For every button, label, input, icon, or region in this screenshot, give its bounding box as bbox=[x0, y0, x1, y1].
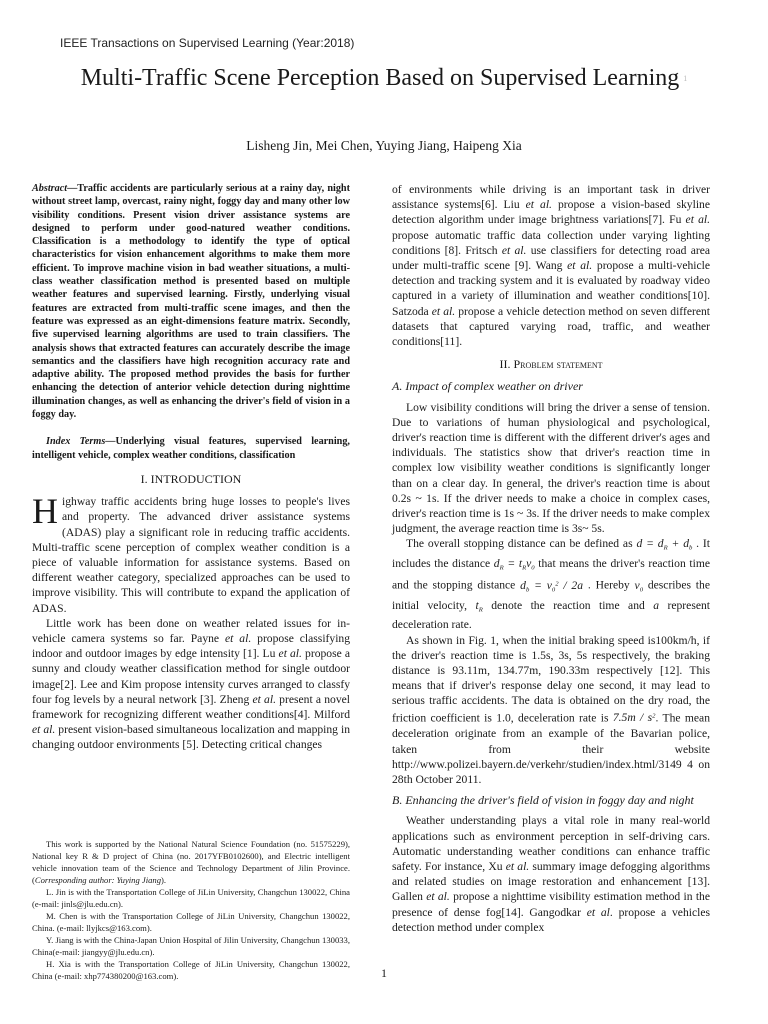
text-run: . propose a vehicles detection method under complex bbox=[392, 905, 710, 934]
text-run: This work is supported by the National Natural Science Foundation (no. 51575229), National key R & D project of China (no. 2017YFB0102600), and Electric intelligent vehicle innovation team of the Science and Technology Department of Jilin Province. ( bbox=[32, 839, 350, 885]
math-superscript: 2 bbox=[652, 712, 656, 720]
italic-run: et al. bbox=[225, 631, 252, 645]
intro-paragraph-2 bbox=[32, 616, 350, 753]
symbol-reaction-time bbox=[475, 599, 482, 612]
math-run: d = d bbox=[636, 537, 664, 551]
italic-run: Corresponding author: Yuying Jiang bbox=[34, 875, 162, 885]
index-terms-text: —Underlying visual features, supervised learning, intelligent vehicle, complex weather conditions, classification bbox=[32, 436, 350, 461]
math-subscript: b bbox=[689, 545, 693, 553]
text-run: ). bbox=[161, 875, 167, 885]
symbol-initial-velocity bbox=[635, 579, 643, 592]
math-run: d bbox=[493, 557, 500, 571]
subsection-a-paragraph-2 bbox=[392, 536, 710, 632]
right-column bbox=[392, 182, 710, 935]
math-subscript: R bbox=[522, 564, 527, 572]
italic-run: et al. bbox=[525, 198, 552, 212]
subsection-heading-b: B. Enhancing the driver's field of vision in foggy day and night bbox=[392, 793, 694, 808]
math-subscript: 0 bbox=[531, 564, 535, 572]
math-subscript: R bbox=[499, 564, 504, 572]
italic-run: et al bbox=[586, 905, 610, 919]
math-run: v bbox=[526, 557, 532, 571]
italic-run: et al. bbox=[32, 723, 56, 737]
left-column bbox=[32, 182, 350, 753]
section-heading-introduction: I. INTRODUCTION bbox=[140, 471, 242, 486]
math-superscript: 2 bbox=[555, 580, 559, 588]
text-run: propose a multi-vehicle detection and tracking system and it is evaluated by roadway video captured in a variety of illumination and weather conditions[10]. Satzoda bbox=[392, 259, 710, 318]
drop-cap: H bbox=[32, 491, 58, 532]
section-number: II. bbox=[499, 357, 514, 372]
text-run: propose automatic traffic data collection under varying lighting conditions [8]. Fritsch bbox=[392, 228, 710, 257]
italic-run: et al. bbox=[501, 243, 527, 257]
text-run: of environments while driving is an important task in driver assistance systems[6]. Liu bbox=[392, 183, 710, 212]
math-subscript: 0 bbox=[551, 586, 556, 594]
text-run: that means the driver's reaction time and the stopping distance bbox=[392, 557, 711, 592]
text-run: Little work has been done on weather related issues for in-vehicle camera systems so far. Payne bbox=[32, 616, 350, 645]
paper-title-text: Multi-Traffic Scene Perception Based on Supervised Learning bbox=[80, 65, 680, 91]
journal-header: IEEE Transactions on Supervised Learning (Year:2018) bbox=[60, 36, 355, 50]
symbol-deceleration: a bbox=[653, 598, 660, 612]
italic-run: et al. bbox=[685, 213, 711, 227]
subsection-heading-a: A. Impact of complex weather on driver bbox=[392, 379, 583, 394]
text-run: present vision-based simultaneous localization and mapping in changing outdoor environments [5]. Detecting critical changes bbox=[32, 723, 351, 752]
footnote-funding bbox=[32, 838, 350, 886]
footnote-author-jiang: Y. Jiang is with the China-Japan Union Hospital of Jilin University, Changchun 130033, China(e-mail: jiangyy@jlu.edu.cn). bbox=[32, 935, 350, 957]
text-run: denote the reaction time and bbox=[482, 598, 654, 612]
section-title: Problem statement bbox=[513, 357, 603, 372]
math-run: d bbox=[520, 578, 526, 592]
math-subscript: 0 bbox=[639, 586, 644, 594]
abstract bbox=[32, 182, 350, 421]
abstract-text: —Traffic accidents are particularly serious at a rainy day, night without street lamp, overcast, rainy night, foggy day and many other low visibility conditions. Present vision driver assistance systems are designed to perform under good-natured weather conditions. Classification is a methodology to identify the type of optical characteristics for vision enhancement algorithms to make them more efficient. To improve machine vision in bad weather situations, a multi-class weather classification method is presented based on multiple weather features and supervised learning. Firstly, underlying visual features are extracted from multi-traffic scene images, and then the feature was expressed as an eight-dimensions feature matrix. Secondly, five supervised learning algorithms are used to train classifiers. The analysis shows that extracted features can accurately describe the image semantics and the classifiers have high recognition accuracy rate and adaptive ability. The proposed method provides the basis for further enhancing the detection of anterior vehicle detection during nighttime illumination changes, as well as enhancing the driver's field of vision in a foggy day. bbox=[32, 183, 350, 421]
first-page-footnote bbox=[32, 838, 350, 982]
text-run: As shown in Fig. 1, when the initial braking speed is100km/h, if the driver's reaction time is 1.5s, 3s, 5s respectively, the braking distance is 93.11m, 134.77m, 190.33m respectively [12]. This means that if driver's response delay one second, it may lead to serious traffic accidents. The data is obtained on the dry road, the friction coefficient is 1.0, deceleration rate is bbox=[392, 633, 710, 725]
text-run: propose classifying indoor and outdoor images by edge intensity [1]. Lu bbox=[32, 631, 351, 661]
equation-stopping-distance bbox=[636, 537, 693, 553]
section-heading-problem-statement bbox=[392, 357, 710, 372]
text-run: propose a nighttime visibility estimation method in the presence of dense fog[14]. Gangodkar bbox=[392, 890, 711, 919]
text-run: . It includes the distance bbox=[392, 537, 711, 571]
index-terms bbox=[32, 435, 350, 462]
text-run: represent deceleration rate. bbox=[392, 598, 710, 632]
math-run: + d bbox=[667, 537, 689, 551]
equation-deceleration-rate bbox=[613, 711, 656, 724]
index-terms-label: Index Terms bbox=[46, 436, 106, 448]
math-subscript: b bbox=[525, 586, 530, 594]
text-run: The overall stopping distance can be defined as bbox=[406, 537, 637, 551]
subsection-a-paragraph-1: Low visibility conditions will bring the driver a sense of tension. Due to variations of human physiological and psychological, driver's reaction time is different with the different driver's ages and individuals. The statistics show that driver's reaction time in complex low visibility weather conditions is significantly longer than on a clear day. In general, the driver's reaction time is about 0.2s ~ 1s. If the driver needs to make a choice in complex cases, driver's reaction time is 1s ~ 3s. If the driver needs to make complex judgment, the average reaction time is 3s~ 5s. bbox=[392, 400, 710, 536]
italic-run: et al. bbox=[278, 647, 302, 661]
italic-run: et al. bbox=[567, 259, 593, 273]
text-run: propose a vision-based skyline detection algorithm under image brightness variations[7]. Fu bbox=[392, 198, 710, 227]
author-list: Lisheng Jin, Mei Chen, Yuying Jiang, Haipeng Xia bbox=[246, 138, 522, 153]
math-run: / 2a bbox=[558, 578, 584, 592]
text-run: propose a sunny and cloudy weather classification method for single outdoor image[2]. Lee and Kim propose intensity curves arranged to classfy four fog levels by a neural network [3]. Zheng bbox=[32, 647, 350, 706]
italic-run: et al. bbox=[431, 304, 456, 318]
text-run: present a novel framework for recognizing different weather conditions[4]. Milford bbox=[32, 692, 350, 721]
text-run: use classifiers for detecting road area under multi-traffic scene [9]. Wang bbox=[392, 243, 710, 273]
italic-run: et al. bbox=[252, 692, 276, 706]
italic-run: et al. bbox=[505, 860, 530, 874]
intro-paragraph-1 bbox=[32, 491, 350, 616]
math-run: = t bbox=[503, 557, 523, 571]
title-footnote-mark: 1 bbox=[683, 74, 688, 83]
math-subscript: R bbox=[478, 606, 483, 614]
paper-title bbox=[40, 62, 728, 95]
italic-run: et al. bbox=[426, 890, 450, 904]
text-run: describes the initial velocity, bbox=[392, 578, 710, 612]
math-run: = v bbox=[529, 578, 552, 592]
subsection-a-paragraph-3 bbox=[392, 633, 710, 788]
footnote-author-chen: M. Chen is with the Transportation College of JiLin University, Changchun 130022, China. (e-mail: llyjkcs@163.com). bbox=[32, 911, 350, 933]
text-run: propose a vehicle detection method on seven different datasets that captured varying road, traffic, and weather conditions[11]. bbox=[392, 304, 710, 349]
abstract-label: Abstract bbox=[32, 183, 68, 194]
subsection-b-paragraph-1 bbox=[392, 813, 710, 935]
page-number: 1 bbox=[381, 966, 387, 980]
math-subscript: R bbox=[663, 545, 668, 553]
footnote-author-xia: H. Xia is with the Transportation College of JiLin University, Changchun 130022, China (e-mail: xhp774380200@163.com). bbox=[32, 959, 350, 981]
math-run: t bbox=[475, 598, 479, 612]
text-run: . Hereby bbox=[583, 578, 635, 592]
text-run: Weather understanding plays a vital role in many real-world applications such as environment perception in self-driving cars. Automatic understanding weather conditions can enhance traffic safety. For instance, Xu bbox=[392, 814, 710, 874]
math-run: v bbox=[634, 578, 640, 592]
equation-reaction-distance bbox=[494, 557, 535, 570]
math-run: 7.5m / s bbox=[612, 711, 653, 725]
intro-paragraph-1-text: ighway traffic accidents bring huge losses to people's lives and property. The advanced driver assistance systems (ADAS) play a significant role in reducing traffic accidents. Multi-traffic scene perception of complex weather condition is a piece of valuable information for assistance systems. Based on different weather category, specialized approaches can be used to improve visibility. This will contribute to expand the application of ADAS. bbox=[32, 495, 350, 615]
equation-braking-distance bbox=[520, 579, 583, 592]
intro-continuation bbox=[392, 182, 710, 349]
footnote-author-jin: L. Jin is with the Transportation College of JiLin University, Changchun 130022, China (e-mail: jinls@jlu.edu.cn). bbox=[32, 887, 350, 909]
text-run: summary image defogging algorithms and related studies on image restoration and enhancement [13]. Gallen bbox=[392, 860, 710, 904]
text-run: . The mean deceleration originate from an example of the Bavarian police, taken from their website http://www.polizei.bayern.de/verkehr/studien/index.html/3149 4 on 28th October 2011. bbox=[392, 711, 710, 786]
